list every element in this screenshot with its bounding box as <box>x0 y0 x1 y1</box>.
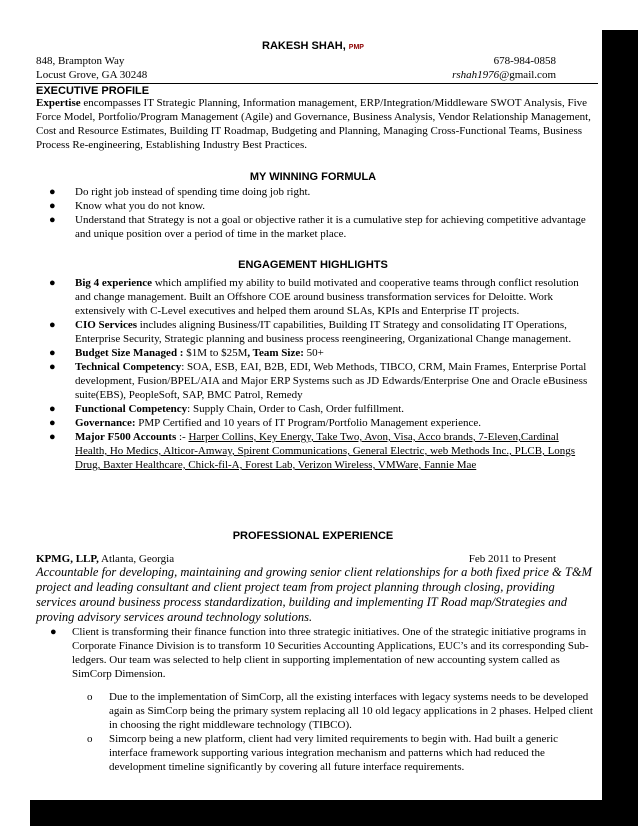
engagement-highlights-heading: ENGAGEMENT HIGHLIGHTS <box>238 259 388 271</box>
list-item-text: Do right job instead of spending time doing job right. <box>75 186 311 198</box>
profile-lead: Expertise <box>36 97 81 109</box>
winning-formula-list <box>36 185 592 241</box>
item-lead-2: , Team Size: <box>247 347 304 359</box>
header-divider <box>36 83 598 84</box>
address-line-2: Locust Grove, GA 30248 <box>36 69 148 81</box>
bullet-icon: ● <box>49 361 56 373</box>
bullet-icon: ● <box>49 277 56 289</box>
professional-experience-heading: PROFESSIONAL EXPERIENCE <box>232 530 394 542</box>
item-text: : SOA, ESB, EAI, B2B, EDI, Web Methods, TIBCO, CRM, Main Frames, Enterprise Portal development, Fusion/BPEL/AIA and Major ERP Systems such as JD Edwards/Enterprise One and Oracle eBusiness suite(EBS), PeopleSoft, SAP, BMC Patrol, Remedy <box>75 361 588 401</box>
bullet-icon: ● <box>50 626 57 638</box>
list-item <box>36 213 592 241</box>
list-item <box>36 185 592 199</box>
email-address[interactable] <box>452 69 556 81</box>
item-lead: Budget Size Managed : <box>75 347 184 359</box>
bullet-icon: ● <box>49 431 56 443</box>
bullet-icon: ● <box>49 403 56 415</box>
bullet-icon: ● <box>49 186 56 198</box>
list-item <box>36 625 594 681</box>
item-text: : Supply Chain, Order to Cash, Order fulfillment. <box>187 403 405 415</box>
email-domain: @gmail.com <box>499 69 556 81</box>
page-shadow-bottom <box>30 800 638 826</box>
executive-profile-heading: EXECUTIVE PROFILE <box>36 85 150 97</box>
bullet-icon: ● <box>49 347 56 359</box>
list-item <box>36 360 592 402</box>
phone-number: 678-984-0858 <box>493 55 556 67</box>
job-summary: Accountable for developing, maintaining and growing senior client relationships for a both fixed price & T&M project and leading consultant and client project team from project planning through closing, providing services around business process standardization, building and implementing IT Road map/Strategies and proving advisory services around technology solutions. <box>36 565 592 624</box>
job-location: Atlanta, Georgia <box>98 553 175 565</box>
item-lead: Major F500 Accounts <box>75 431 177 443</box>
resume-page <box>26 10 600 798</box>
item-lead: Technical Competency <box>75 361 182 373</box>
job-dates: Feb 2011 to Present <box>468 553 556 565</box>
circle-bullet-icon: o <box>87 733 93 745</box>
candidate-name <box>26 40 600 52</box>
accounts-link[interactable]: Harper Collins, Key Energy, Take Two, Avon, Visa, Acco brands, 7-Eleven,Cardinal Health, Ho Medics, Alticor-Amway, Spirent Communications, General Electric, web Methods Inc., PLCB, Longs Drug, Baxter Healthcare, Chick-fil-A, Forest Lab, Verizon Wireless, VMWare, Fannie Mae <box>75 431 576 471</box>
list-item <box>36 318 592 346</box>
item-text-2: 50+ <box>303 347 324 359</box>
list-item-text: Know what you do not know. <box>75 200 206 212</box>
list-item <box>36 276 592 318</box>
job-bullets <box>36 625 594 681</box>
list-item <box>36 346 592 360</box>
list-item-text: Understand that Strategy is not a goal or objective rather it is a cumulative step for achieving competitive advantage and unique position over a period of time in the market place. <box>75 214 586 240</box>
email-user: rshah1976 <box>452 69 500 81</box>
list-item <box>36 199 592 213</box>
list-item-text: Client is transforming their finance function into three strategic initiatives. One of the strategic initiative programs in Corporate Finance Division is to transform 10 Securities Accounting Applications, EUC’s and its corresponding Sub-ledgers. Our team was selected to help client in supporting implementation of new accounting system called as SimCorp Dimension. <box>72 626 589 680</box>
company-name: KPMG, LLP, <box>36 553 99 565</box>
list-item <box>36 430 592 472</box>
engagement-highlights-list <box>36 276 592 472</box>
item-lead: Governance: <box>75 417 136 429</box>
job-header <box>36 553 556 565</box>
list-item <box>72 732 594 774</box>
winning-formula-heading: MY WINNING FORMULA <box>249 171 377 183</box>
item-text: which amplified my ability to build motivated and cooperative teams through conflict resolution and change management. Built an Offshore COE around business transformation services for Deloitte. Work extensively with C-Level executives and helped them around SLAs, KPIs and Enterprise IT projects. <box>75 277 579 317</box>
item-lead: Functional Competency <box>75 403 188 415</box>
item-text: includes aligning Business/IT capabilities, Building IT Strategy and consolidating IT Operations, Enterprise Security, Strategic planning and business process reengineering, Organizational Change management. <box>75 319 572 345</box>
credential-text: PMP <box>348 44 364 51</box>
executive-profile-text <box>36 96 592 152</box>
bullet-icon: ● <box>49 200 56 212</box>
list-item-text: Due to the implementation of SimCorp, all the existing interfaces with legacy systems needs to be developed again as SimCorp being the primary system replacing all 10 old legacy applications in 2 phases. Helped client in choosing the right middleware technology (TIBCO). <box>109 691 593 731</box>
address-line-1: 848, Brampton Way <box>36 55 125 67</box>
contact-line-2 <box>36 69 556 81</box>
item-lead: CIO Services <box>75 319 138 331</box>
job-sub-bullets <box>72 690 594 774</box>
item-text: $1M to $25M <box>183 347 248 359</box>
bullet-icon: ● <box>49 214 56 226</box>
page-shadow-right <box>602 30 638 826</box>
item-text: :- <box>176 431 189 443</box>
bullet-icon: ● <box>49 319 56 331</box>
item-lead: Big 4 experience <box>75 277 152 289</box>
list-item <box>36 416 592 430</box>
name-text: RAKESH SHAH, <box>262 40 346 52</box>
item-text: PMP Certified and 10 years of IT Program/Portfolio Management experience. <box>135 417 481 429</box>
contact-line-1 <box>36 55 556 67</box>
profile-body: encompasses IT Strategic Planning, Information management, ERP/Integration/Middleware SWOT Analysis, Five Force Model, Portfolio/Program Management (Agile) and Governance, Business Analysis, Vendor Relationship Management, Cost and Resource Estimates, Building IT Roadmap, Budgeting and Planning, Managing Cross-Functional Teams, Business Process Re-engineering, Establishing Industry Best Practices. <box>36 97 591 151</box>
list-item <box>72 690 594 732</box>
circle-bullet-icon: o <box>87 691 93 703</box>
list-item-text: Simcorp being a new platform, client had very limited requirements to begin with. Had built a generic interface framework supporting various integration mechanism and patterns which had reduced the development timeline significantly by covering all future interface requirements. <box>109 733 559 773</box>
bullet-icon: ● <box>49 417 56 429</box>
list-item <box>36 402 592 416</box>
